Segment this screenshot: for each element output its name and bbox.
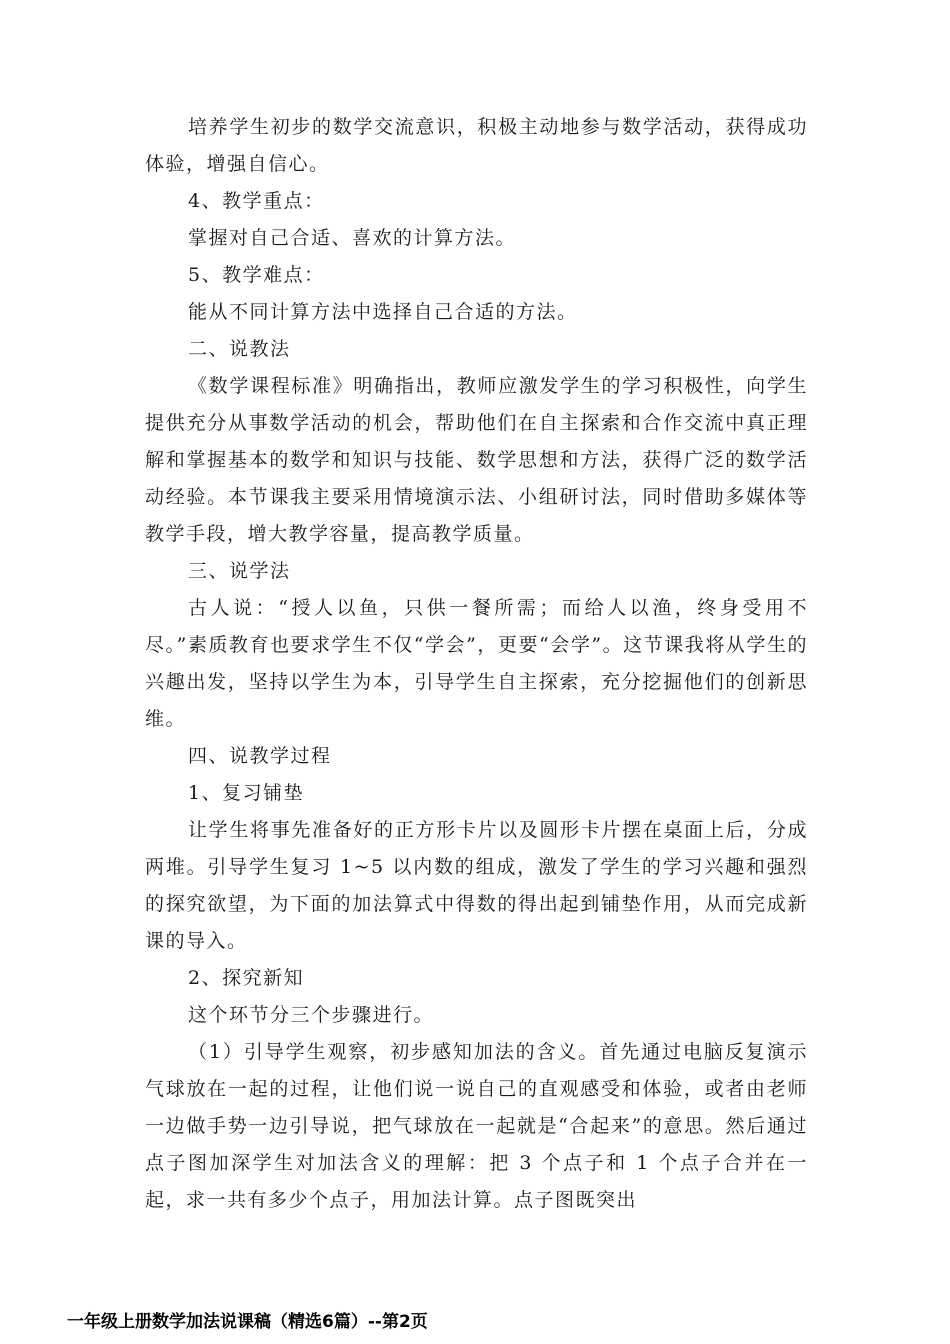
- heading-teaching-method: 二、说教法: [188, 338, 291, 360]
- paragraph-teaching-focus: 掌握对自己合适、喜欢的计算方法。: [188, 227, 517, 249]
- heading-teaching-process: 四、说教学过程: [188, 745, 332, 767]
- heading-teaching-difficulty: 5、教学难点：: [188, 264, 325, 286]
- paragraph-explore-intro: 这个环节分三个步骤进行。: [188, 1004, 435, 1026]
- paragraph-learning-method: 古人说：“授人以鱼，只供一餐所需；而给人以渔，终身受用不尽。”素质教育也要求学生不仅“学会”，更要“会学”。这节课我将从学生的兴趣出发，坚持以学生为本，引导学生自主探索，充分挖掘他们的创新思维。: [145, 597, 808, 730]
- heading-review: 1、复习铺垫: [188, 782, 305, 804]
- document-body: [145, 109, 808, 1219]
- paragraph-explore-step-1: （1）引导学生观察，初步感知加法的含义。首先通过电脑反复演示气球放在一起的过程，让他们说一说自己的直观感受和体验，或者由老师一边做手势一边引导说，把气球放在一起就是“合起来”的意思。然后通过点子图加深学生对加法含义的理解：把 3 个点子和 1 个点子合并在一起，求一共有多少个点子，用加法计算。点子图既突出: [145, 1041, 808, 1211]
- paragraph-teaching-difficulty: 能从不同计算方法中选择自己合适的方法。: [188, 301, 578, 323]
- heading-explore: 2、探究新知: [188, 967, 305, 989]
- paragraph-review: 让学生将事先准备好的正方形卡片以及圆形卡片摆在桌面上后，分成两堆。引导学生复习 1~5 以内数的组成，激发了学生的学习兴趣和强烈的探究欲望，为下面的加法算式中得数的得出起到铺垫作用，从而完成新课的导入。: [145, 819, 808, 952]
- heading-teaching-focus: 4、教学重点：: [188, 190, 325, 212]
- paragraph-goal-continued: 培养学生初步的数学交流意识，积极主动地参与数学活动，获得成功体验，增强自信心。: [145, 116, 808, 175]
- page-footer: 一年级上册数学加法说课稿（精选6篇）--第2页: [67, 1312, 428, 1332]
- paragraph-teaching-method: 《数学课程标准》明确指出，教师应激发学生的学习积极性，向学生提供充分从事数学活动的机会，帮助他们在自主探索和合作交流中真正理解和掌握基本的数学和知识与技能、数学思想和方法，获得广泛的数学活动经验。本节课我主要采用情境演示法、小组研讨法，同时借助多媒体等教学手段，增大教学容量，提高教学质量。: [145, 375, 808, 545]
- heading-learning-method: 三、说学法: [188, 560, 291, 582]
